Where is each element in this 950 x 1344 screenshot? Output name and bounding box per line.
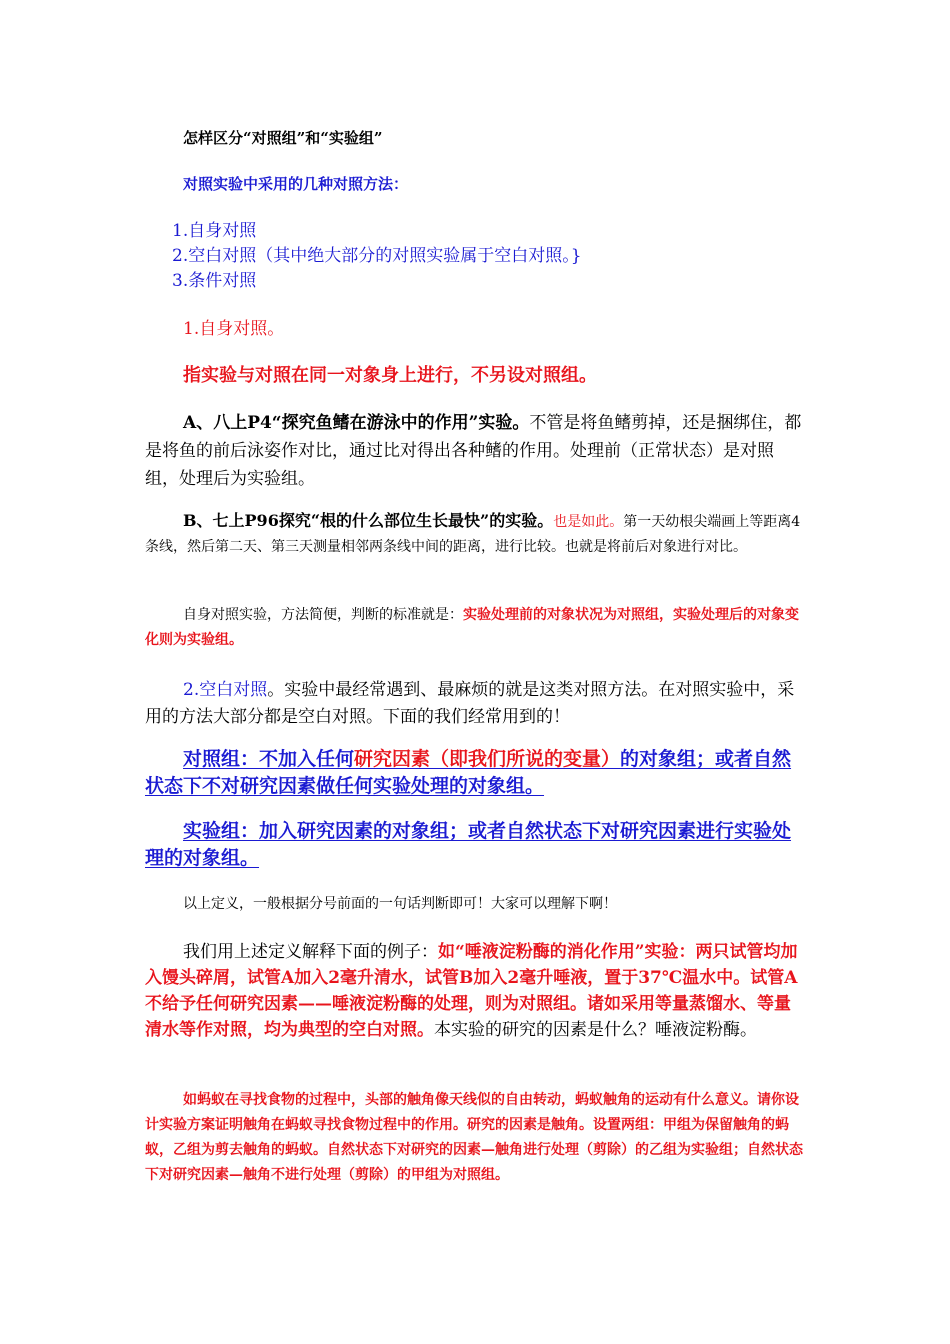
- section2-paragraph: [145, 677, 807, 731]
- example-a-lead: A、八上P4“探究鱼鳍在游泳中的作用”实验。: [183, 413, 530, 433]
- summary-rule: 实验处理前的对象状况为对照组，实验处理后的对象变化则为实验组。: [145, 607, 799, 648]
- summary-lead: 自身对照实验，方法简便，判断的标准就是：: [183, 607, 463, 623]
- methods-list: [172, 219, 792, 294]
- self-control-summary: [145, 603, 807, 653]
- saliva-example-lead: 我们用上述定义解释下面的例子：: [183, 942, 438, 962]
- methods-subtitle: 对照实验中采用的几种对照方法：: [183, 175, 409, 193]
- example-a-paragraph: [145, 409, 807, 493]
- control-def-part3: 的对象组；或者自然状态下不对研究因素做任何实验处理的对象组。: [145, 748, 792, 797]
- document-title: 怎样区分“对照组”和“实验组”: [183, 129, 383, 147]
- method-item: 2.空白对照（其中绝大部分的对照实验属于空白对照。}: [172, 246, 582, 266]
- example-b-lead: B、七上P96探究“根的什么部位生长最快”的实验。: [183, 511, 554, 530]
- definition-note: 以上定义，一般根据分号前面的一句话判断即可！大家可以理解下啊！: [183, 896, 617, 912]
- section2-heading: 2.空白对照: [183, 680, 268, 700]
- method-item: 3.条件对照: [172, 271, 257, 291]
- method-item: 1.自身对照: [172, 221, 257, 241]
- section1-definition: 指实验与对照在同一对象身上进行，不另设对照组。: [183, 365, 597, 386]
- section2-text: 。实验中最经常遇到、最麻烦的就是这类对照方法。在对照实验中，采用的方法大部分都是空白对照。下面的我们经常用到的！: [145, 680, 795, 727]
- example-a-text: 不管是将鱼鳍剪掉，还是捆绑住，都是将鱼的前后泳姿作对比，通过比对得出各种鳍的作用。处理前（正常状态）是对照组，处理后为实验组。: [145, 413, 802, 489]
- control-def-variable: 研究因素（即我们所说的变量）: [354, 748, 621, 770]
- control-def-part1: 对照组：不加入任何: [183, 748, 355, 770]
- example-b-text: 第一天幼根尖端画上等距离4条线，然后第二天、第三天测量相邻两条线中间的距离，进行比较。也就是将前后对象进行对比。: [145, 514, 801, 555]
- control-group-definition: [145, 746, 807, 800]
- saliva-example-paragraph: [145, 939, 807, 1043]
- experiment-group-definition: 实验组：加入研究因素的对象组；或者自然状态下对研究因素进行实验处理的对象组。: [145, 820, 792, 869]
- example-b-paragraph: [145, 508, 807, 560]
- example-b-red-text: 也是如此。: [553, 514, 624, 530]
- ant-example-paragraph: 如蚂蚁在寻找食物的过程中，头部的触角像天线似的自由转动，蚂蚁触角的运动有什么意义。请你设计实验方案证明触角在蚂蚁寻找食物过程中的作用。研究的因素是触角。设置两组：甲组为保留触角的蚂蚁，乙组为剪去触角的蚂蚁。自然状态下对研究的因素—触角进行处理（剪除）的乙组为实验组；自然状态下对研究因素—触角不进行处理（剪除）的甲组为对照组。: [145, 1092, 803, 1183]
- saliva-example-tail: 本实验的研究的因素是什么？唾液淀粉酶。: [434, 1020, 757, 1040]
- saliva-example-text: 如“唾液淀粉酶的消化作用”实验：两只试管均加入馒头碎屑，试管A加入2毫升清水，试管B加入2毫升唾液，置于37℃温水中。试管A不给予任何研究因素——唾液淀粉酶的处理，则为对照组。诸如采用等量蒸馏水、等量清水等作对照，均为典型的空白对照。: [145, 942, 798, 1040]
- section1-heading: 1.自身对照。: [183, 319, 285, 339]
